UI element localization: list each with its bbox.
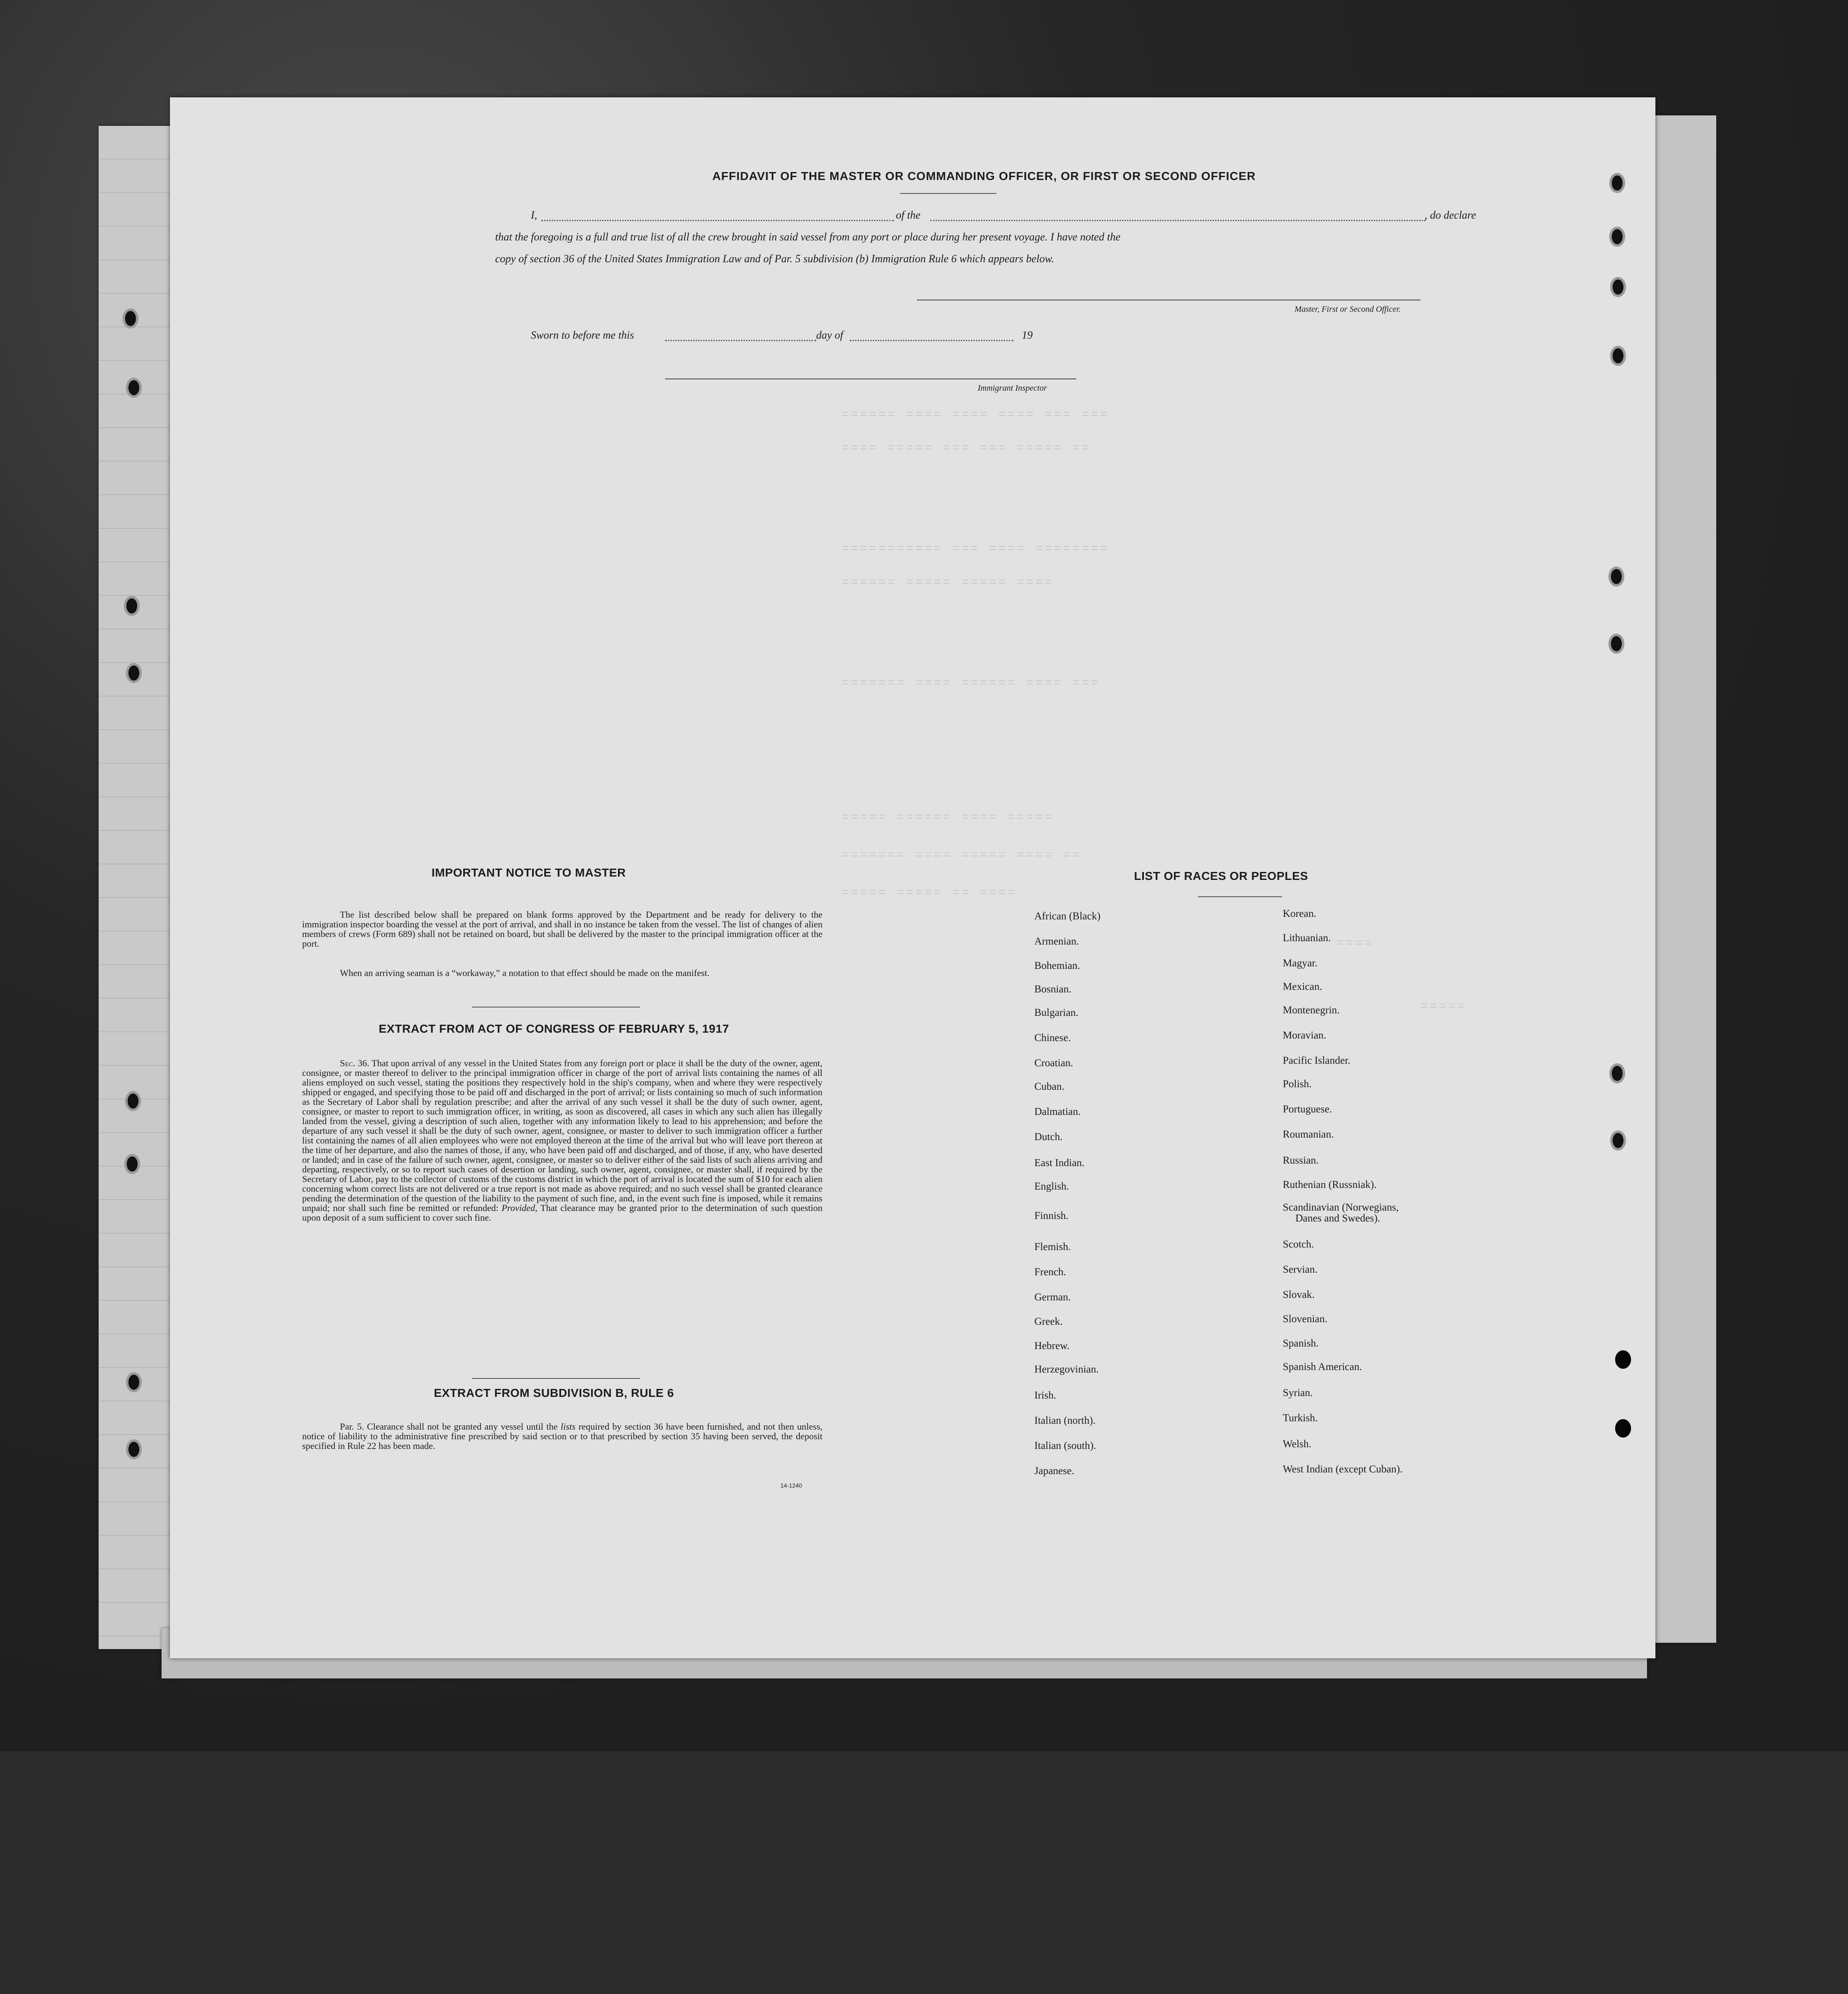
affidavit-title: AFFIDAVIT OF THE MASTER OR COMMANDING OFFICER, OR FIRST OR SECOND OFFICER <box>712 170 1256 183</box>
punch-hole-icon <box>1609 1063 1625 1083</box>
title-underline <box>900 193 997 194</box>
race-item: German. <box>1034 1292 1071 1303</box>
bleed-through-text: ==== ===== === === ===== == <box>841 441 1091 456</box>
punch-hole-icon <box>123 308 138 329</box>
notice-paragraph-1: The list described below shall be prepared on blank forms approved by the Department and be ready for delivery to the immigration inspector boarding the vessel at the port of arrival, and shall in no instance be taken from the vessel. The list of changes of alien members of crews (Form 689) shall not be retained on board, but shall be delivered by the master to the principal immigration officer at the port. <box>302 909 822 949</box>
race-item: Chinese. <box>1034 1032 1071 1044</box>
sworn-year-prefix: 19 <box>1022 329 1033 341</box>
race-item: Japanese. <box>1034 1465 1075 1477</box>
punch-hole-icon <box>1610 277 1626 297</box>
race-item: Danes and Swedes). <box>1295 1213 1381 1224</box>
race-item: Syrian. <box>1283 1387 1313 1399</box>
punch-hole-icon <box>1609 227 1625 247</box>
vessel-blank-line[interactable] <box>930 220 1425 221</box>
punch-hole-icon <box>126 1439 142 1459</box>
race-item: Scandinavian (Norwegians, <box>1283 1202 1399 1213</box>
affidavit-statement-line2: that the foregoing is a full and true list of all the crew brought in said vessel from any port or place during her present voyage. I have noted the <box>495 231 1120 243</box>
punch-hole-icon <box>1610 1130 1626 1151</box>
bleed-through-text: ====== ===== ===== ==== <box>841 576 1054 590</box>
punch-hole-icon <box>1609 173 1625 193</box>
act-section-36-text <box>302 1058 822 1222</box>
race-item: Cuban. <box>1034 1081 1065 1092</box>
race-item: English. <box>1034 1181 1069 1192</box>
race-item: Ruthenian (Russniak). <box>1283 1179 1377 1190</box>
race-item: Montenegrin. <box>1283 1005 1340 1016</box>
punch-hole-icon <box>125 1091 141 1111</box>
affidavit-of-the-label: of the <box>896 209 921 221</box>
bleed-through-text: =========== === ==== ======== <box>841 542 1109 556</box>
race-item: African (Black) <box>1034 911 1101 922</box>
race-item: Slovenian. <box>1283 1313 1328 1325</box>
manifest-page <box>170 97 1655 1658</box>
punch-hole-icon <box>1615 1419 1631 1438</box>
race-item: Mexican. <box>1283 981 1322 992</box>
race-item: Dalmatian. <box>1034 1106 1081 1117</box>
race-item: Russian. <box>1283 1155 1319 1166</box>
punch-hole-icon <box>1610 346 1626 366</box>
race-item: Hebrew. <box>1034 1340 1070 1352</box>
race-item: Bulgarian. <box>1034 1007 1078 1018</box>
race-item: Slovak. <box>1283 1289 1315 1300</box>
inspector-signature-line[interactable] <box>665 378 1076 379</box>
name-blank-line[interactable] <box>541 220 894 221</box>
bleed-through-text: ====== ==== ==== ==== === === <box>841 408 1109 422</box>
race-item: Moravian. <box>1283 1030 1326 1041</box>
sworn-day-blank[interactable] <box>665 340 816 341</box>
affidavit-i-label: I, <box>531 209 538 221</box>
punch-hole-icon <box>126 378 142 398</box>
race-item: Herzegovinian. <box>1034 1364 1099 1375</box>
punch-hole-icon <box>124 1154 140 1174</box>
race-item: Greek. <box>1034 1316 1063 1327</box>
race-item: Bosnian. <box>1034 984 1072 995</box>
race-item: Italian (south). <box>1034 1440 1096 1451</box>
race-item: Turkish. <box>1283 1412 1318 1424</box>
bleed-through-text: ===== ===== == ==== <box>841 886 1017 900</box>
race-item: Flemish. <box>1034 1241 1071 1253</box>
act-title: EXTRACT FROM ACT OF CONGRESS OF FEBRUARY 5, 1917 <box>378 1022 729 1035</box>
race-item: Polish. <box>1283 1078 1312 1090</box>
race-item: Scotch. <box>1283 1239 1314 1250</box>
form-code: 14-1240 <box>780 1482 802 1489</box>
bleed-through-text: ==== <box>1336 937 1374 951</box>
bleed-through-text: ===== <box>1420 1000 1467 1014</box>
sworn-month-blank[interactable] <box>850 340 1013 341</box>
affidavit-do-declare: , do declare <box>1425 209 1476 221</box>
bleed-through-text: ======= ==== ====== ==== === <box>841 676 1100 691</box>
races-title-underline <box>1198 896 1282 897</box>
race-item: Servian. <box>1283 1264 1318 1275</box>
race-item: Dutch. <box>1034 1131 1063 1143</box>
punch-hole-icon <box>126 1372 142 1392</box>
bleed-through-text: ======= ==== ===== ==== == <box>841 848 1082 863</box>
races-title: LIST OF RACES OR PEOPLES <box>1134 869 1308 882</box>
punch-hole-icon <box>124 596 140 616</box>
rule6-lists-word: lists <box>561 1421 576 1432</box>
rule6-paragraph <box>302 1422 822 1451</box>
race-item: Bohemian. <box>1034 960 1081 971</box>
rule6-title: EXTRACT FROM SUBDIVISION B, RULE 6 <box>433 1386 674 1399</box>
master-signature-caption: Master, First or Second Officer. <box>1295 305 1401 314</box>
race-item: Roumanian. <box>1283 1129 1334 1140</box>
race-item: East Indian. <box>1034 1157 1085 1169</box>
inspector-caption: Immigrant Inspector <box>978 384 1047 393</box>
race-item: Finnish. <box>1034 1210 1069 1221</box>
race-item: Korean. <box>1283 908 1316 919</box>
race-item: Lithuanian. <box>1283 932 1331 944</box>
act-sec-label: Sec. 36. <box>340 1058 370 1068</box>
rule6-text-b: required by section 36 have been furnished, and not then unless, notice of liability to the administrative fine prescribed by said section or to that prescribed by section 35 having been served, the deposit specified in Rule 22 has been made. <box>302 1421 823 1451</box>
race-item: Croatian. <box>1034 1057 1073 1069</box>
punch-hole-icon <box>1608 566 1624 587</box>
punch-hole-icon <box>126 663 142 683</box>
race-item: Pacific Islander. <box>1283 1055 1351 1066</box>
race-item: Armenian. <box>1034 936 1079 947</box>
affidavit-statement-line3: copy of section 36 of the United States Immigration Law and of Par. 5 subdivision (b) Immigration Rule 6 which appears below. <box>495 253 1054 265</box>
race-item: Italian (north). <box>1034 1415 1096 1426</box>
page-content <box>170 97 1655 1994</box>
race-item: Welsh. <box>1283 1438 1312 1450</box>
bleed-through-text: ===== ====== ==== ===== <box>841 811 1054 825</box>
rule6-text-a: Par. 5. Clearance shall not be granted any vessel until the <box>340 1421 558 1432</box>
race-item: West Indian (except Cuban). <box>1283 1464 1403 1475</box>
act-text-end: That clearance may be granted prior to the determination of such question upon deposit of a sum sufficient to cover such fine. <box>302 1203 823 1223</box>
sworn-day-of-label: day of <box>816 329 843 341</box>
race-item: Irish. <box>1034 1390 1057 1401</box>
punch-hole-icon <box>1615 1350 1631 1369</box>
act-divider <box>472 1378 640 1379</box>
sworn-prefix: Sworn to before me this <box>531 329 634 341</box>
race-item: French. <box>1034 1266 1066 1278</box>
notice-title: IMPORTANT NOTICE TO MASTER <box>431 866 626 879</box>
act-provided-word: Provided, <box>501 1203 538 1213</box>
race-item: Spanish American. <box>1283 1361 1362 1373</box>
race-item: Magyar. <box>1283 958 1318 969</box>
race-item: Portuguese. <box>1283 1104 1332 1115</box>
notice-paragraph-2: When an arriving seaman is a “workaway,” a notation to that effect should be made on the manifest. <box>340 968 710 978</box>
race-item: Spanish. <box>1283 1338 1319 1349</box>
act-text-main: That upon arrival of any vessel in the United States from any foreign port or place it shall be the duty of the owner, agent, consignee, or master thereof to deliver to the principal immigration officer in charge of the port of arrival lists containing the names of all aliens employed on such vessel, stating the positions they respectively hold in the ship's company, when and where they were respectively shipped or engaged, and specifying those to be paid off and discharged in the port of arrival; or lists containing so much of such information as the Secretary of Labor shall by regulation prescribe; and after the arrival of any such vessel it shall be the duty of such owner, agent, consignee, or master to report to such immigration officer, in writing, as soon as discovered, all cases in which any such alien has illegally landed from the vessel, giving a description of such alien, together with any information likely to lead to his apprehension; and before the departure of any such vessel it shall be the duty of such owner, agent, consignee, or master to deliver to such immigration officer a further list containing the names of all alien employees who were not employed thereon at the time of the arrival but who will leave port thereon at the time of her departure, and also the names of those, if any, who have been paid off and discharged, and of those, if any, who have deserted or landed; and in case of the failure of such owner, agent, consignee, or master so to deliver either of the said lists of such aliens arriving and departing, respectively, or so to report such cases of desertion or landing, such owner, agent, consignee, or master shall, if required by the Secretary of Labor, pay to the collector of customs of the customs district in which the port of arrival is located the sum of $10 for each alien concerning whom correct lists are not delivered or a true report is not made as above required; and no such vessel shall be granted clearance pending the determination of the question of the liability to the payment of such fine, and, in the event such fine is imposed, while it remains unpaid; nor shall such fine be remitted or refunded: <box>302 1058 823 1213</box>
punch-hole-icon <box>1608 634 1624 654</box>
